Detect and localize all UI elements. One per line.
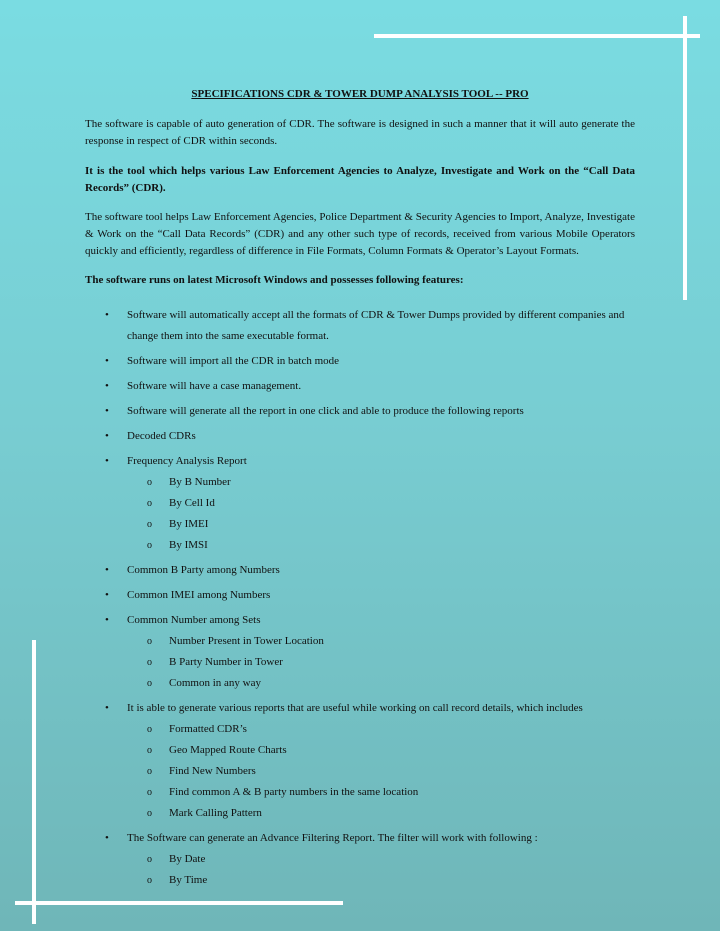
bullet-icon: • [105, 832, 109, 844]
bullet-icon: • [105, 380, 109, 392]
feature-item [85, 401, 635, 422]
sub-feature-text: Common in any way [169, 677, 261, 689]
sub-feature-item [127, 472, 635, 493]
sub-feature-item [127, 535, 635, 556]
tool-purpose-paragraph: It is the tool which helps various Law Enforcement Agencies to Analyze, Investigate and Work on the “Call Data Records” (CDR). [85, 165, 635, 194]
sub-feature-text: Find common A & B party numbers in the same location [169, 786, 419, 798]
sub-feature-text: Formatted CDR’s [169, 723, 247, 735]
bottom-left-horizontal-line [15, 901, 343, 905]
sub-feature-list [127, 631, 635, 694]
circle-bullet-icon: o [147, 724, 152, 735]
circle-bullet-icon: o [147, 678, 152, 689]
feature-text: Frequency Analysis Report [127, 455, 247, 467]
bullet-icon: • [105, 405, 109, 417]
feature-item [85, 426, 635, 447]
feature-item [85, 610, 635, 694]
sub-feature-item [127, 849, 635, 870]
sub-feature-text: Find New Numbers [169, 765, 256, 777]
sub-feature-text: By IMEI [169, 518, 209, 530]
bullet-icon: • [105, 702, 109, 714]
sub-feature-text: By Date [169, 853, 206, 865]
feature-text: Software will have a case management. [127, 380, 302, 392]
circle-bullet-icon: o [147, 875, 152, 886]
sub-feature-text: By Cell Id [169, 497, 215, 509]
sub-feature-item [127, 719, 635, 740]
bullet-icon: • [105, 355, 109, 367]
circle-bullet-icon: o [147, 519, 152, 530]
sub-feature-item [127, 782, 635, 803]
feature-text: It is able to generate various reports that are useful while working on call record details, which includes [127, 702, 583, 714]
sub-feature-text: By IMSI [169, 539, 208, 551]
features-list [85, 305, 635, 891]
feature-item [85, 451, 635, 556]
sub-feature-item [127, 740, 635, 761]
feature-item [85, 305, 635, 347]
feature-text: Common IMEI among Numbers [127, 589, 271, 601]
document-title: SPECIFICATIONS CDR & TOWER DUMP ANALYSIS TOOL -- PRO [191, 88, 529, 100]
circle-bullet-icon: o [147, 766, 152, 777]
sub-feature-list [127, 719, 635, 824]
bottom-left-vertical-line [32, 640, 36, 924]
circle-bullet-icon: o [147, 745, 152, 756]
circle-bullet-icon: o [147, 787, 152, 798]
feature-text: The Software can generate an Advance Filtering Report. The filter will work with following : [127, 832, 538, 844]
sub-feature-text: Geo Mapped Route Charts [169, 744, 287, 756]
top-right-horizontal-line [374, 34, 700, 38]
sub-feature-list [127, 849, 635, 891]
feature-item [85, 698, 635, 824]
feature-item [85, 828, 635, 891]
features-heading: The software runs on latest Microsoft Windows and possesses following features: [85, 274, 464, 286]
feature-text: Software will import all the CDR in batch mode [127, 355, 340, 367]
bullet-icon: • [105, 430, 109, 442]
sub-feature-text: By B Number [169, 476, 231, 488]
circle-bullet-icon: o [147, 636, 152, 647]
document-page [85, 86, 635, 895]
feature-item [85, 560, 635, 581]
circle-bullet-icon: o [147, 854, 152, 865]
bullet-icon: • [105, 614, 109, 626]
circle-bullet-icon: o [147, 808, 152, 819]
description-paragraph: The software tool helps Law Enforcement Agencies, Police Department & Security Agencies to Import, Analyze, Investigate & Work on the “Call Data Records” (CDR) and any other such type of records, received from various Mobile Operators quickly and efficiently, regardless of difference in File Formats, Column Formats & Operator’s Layout Formats. [85, 211, 635, 257]
feature-text: Software will automatically accept all the formats of CDR & Tower Dumps provided by different companies and change them into the same executable format. [127, 309, 625, 342]
bullet-icon: • [105, 309, 109, 321]
feature-text: Software will generate all the report in one click and able to produce the following reports [127, 405, 524, 417]
sub-feature-text: B Party Number in Tower [169, 656, 283, 668]
feature-text: Common Number among Sets [127, 614, 261, 626]
sub-feature-item [127, 493, 635, 514]
sub-feature-item [127, 514, 635, 535]
feature-item [85, 585, 635, 606]
sub-feature-item [127, 803, 635, 824]
sub-feature-text: By Time [169, 874, 208, 886]
intro-paragraph: The software is capable of auto generation of CDR. The software is designed in such a manner that it will auto generate the response in respect of CDR within seconds. [85, 118, 635, 147]
bullet-icon: • [105, 564, 109, 576]
sub-feature-list [127, 472, 635, 556]
bullet-icon: • [105, 455, 109, 467]
circle-bullet-icon: o [147, 477, 152, 488]
bullet-icon: • [105, 589, 109, 601]
sub-feature-item [127, 652, 635, 673]
sub-feature-item [127, 631, 635, 652]
feature-item [85, 376, 635, 397]
top-right-vertical-line [683, 16, 687, 300]
circle-bullet-icon: o [147, 540, 152, 551]
sub-feature-item [127, 870, 635, 891]
sub-feature-text: Number Present in Tower Location [169, 635, 324, 647]
sub-feature-item [127, 673, 635, 694]
feature-text: Decoded CDRs [127, 430, 196, 442]
feature-item [85, 351, 635, 372]
circle-bullet-icon: o [147, 657, 152, 668]
feature-text: Common B Party among Numbers [127, 564, 280, 576]
circle-bullet-icon: o [147, 498, 152, 509]
sub-feature-item [127, 761, 635, 782]
sub-feature-text: Mark Calling Pattern [169, 807, 262, 819]
